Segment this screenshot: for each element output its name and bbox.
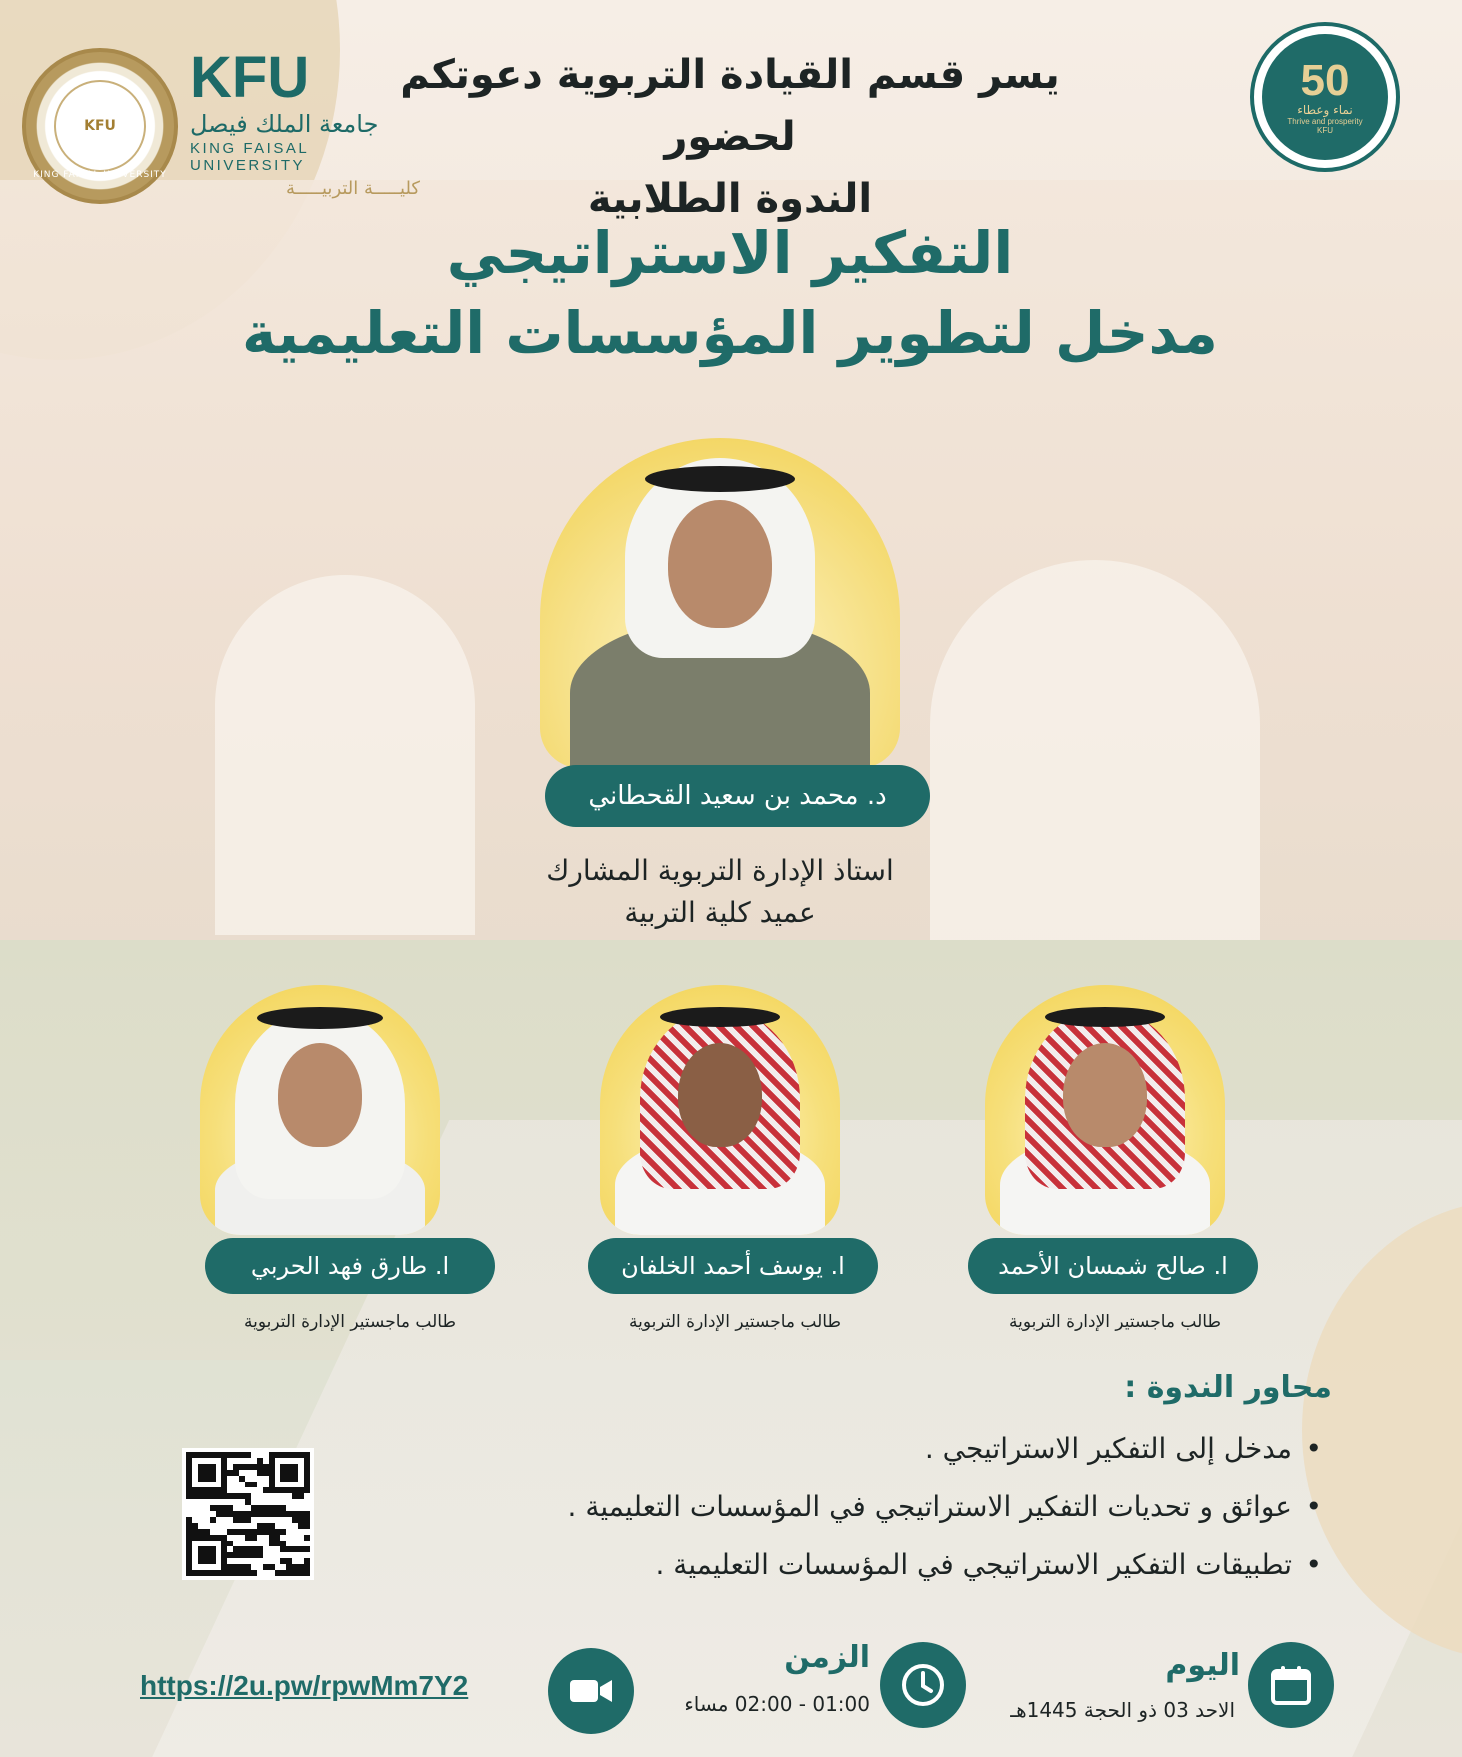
main-speaker-role [480, 850, 960, 934]
main-speaker-figure [570, 438, 870, 768]
speaker-name-3: ا. طارق فهد الحربي [205, 1238, 495, 1294]
seal-center [54, 80, 146, 172]
speaker-igal [1045, 1007, 1165, 1027]
speaker-role-3: طالب ماجستير الإدارة التربوية [244, 1312, 456, 1332]
speaker-name-2: ا. يوسف أحمد الخلفان [588, 1238, 878, 1294]
speaker-role-1: طالب ماجستير الإدارة التربوية [1009, 1312, 1221, 1332]
axes-list [342, 1420, 1322, 1594]
speaker-photo-2 [600, 985, 840, 1235]
university-name-english: KING FAISAL UNIVERSITY [190, 140, 309, 174]
speaker-role-2: طالب ماجستير الإدارة التربوية [629, 1312, 841, 1332]
background-arch-left [215, 575, 475, 935]
seal-ring-text: KING FAISAL UNIVERSITY [33, 170, 167, 180]
qr-code-pattern [186, 1452, 310, 1576]
main-speaker-role-line-2: عميد كلية التربية [624, 896, 816, 929]
invitation-line-2: الندوة الطلابية [587, 176, 873, 222]
kfu-seal-logo [22, 48, 178, 204]
axes-item-1: • مدخل إلى التفكير الاستراتيجي . [342, 1420, 1322, 1478]
time-label: الزمن [784, 1640, 870, 1675]
speaker-2-figure [615, 995, 825, 1235]
seminar-title [180, 213, 1280, 373]
speaker-face [1063, 1043, 1147, 1147]
axes-heading: محاور الندوة : [1124, 1370, 1332, 1405]
day-value: الاحد 03 ذو الحجة 1445هـ [1010, 1698, 1235, 1722]
video-camera-icon [548, 1648, 634, 1734]
invitation-line-1: يسر قسم القيادة التربوية دعوتكم لحضور [400, 52, 1060, 160]
speaker-photo-1 [985, 985, 1225, 1235]
meeting-link[interactable]: https://2u.pw/rpwMm7Y2 [140, 1670, 469, 1701]
seal-center-label: KFU [84, 118, 116, 134]
anniversary-slogan-en: Thrive and prosperity [1287, 117, 1363, 126]
speaker-name-1: ا. صالح شمسان الأحمد [968, 1238, 1258, 1294]
clock-icon [880, 1642, 966, 1728]
qr-module [304, 1570, 310, 1576]
anniversary-50-logo [1250, 22, 1400, 172]
qr-code[interactable] [182, 1448, 314, 1580]
title-line-2: مدخل لتطوير المؤسسات التعليمية [242, 299, 1218, 367]
axes-item-2: • عوائق و تحديات التفكير الاستراتيجي في المؤسسات التعليمية . [342, 1478, 1322, 1536]
main-speaker-name: د. محمد بن سعيد القحطاني [545, 765, 930, 827]
anniversary-kfu: KFU [1317, 126, 1333, 135]
speaker-igal [257, 1007, 383, 1029]
anniversary-slogan-ar: نماء وعطاء [1297, 103, 1353, 117]
invitation-text [330, 44, 1130, 230]
speaker-1-figure [1000, 995, 1210, 1235]
speaker-igal [660, 1007, 780, 1027]
speaker-face [678, 1043, 762, 1147]
background-arch-right [930, 560, 1260, 940]
anniversary-disc [1262, 34, 1388, 160]
axes-item-3: • تطبيقات التفكير الاستراتيجي في المؤسسات التعليمية . [342, 1536, 1322, 1594]
university-name-arabic: جامعة الملك فيصل [190, 110, 379, 138]
day-label: اليوم [1165, 1648, 1240, 1683]
university-abbreviation: KFU [190, 45, 310, 110]
main-speaker-photo [540, 438, 900, 768]
time-value: 01:00 - 02:00 مساء [684, 1692, 870, 1716]
speaker-face [278, 1043, 362, 1147]
calendar-icon [1248, 1642, 1334, 1728]
main-speaker-role-line-1: استاذ الإدارة التربوية المشارك [546, 854, 894, 887]
speaker-igal [645, 466, 795, 492]
title-line-1: التفكير الاستراتيجي [446, 219, 1014, 287]
speaker-3-figure [215, 995, 425, 1235]
anniversary-number: 50 [1300, 56, 1350, 105]
college-name: كليـــــة التربيـــــة [285, 178, 420, 199]
speaker-face [668, 500, 772, 628]
speaker-photo-3 [200, 985, 440, 1235]
